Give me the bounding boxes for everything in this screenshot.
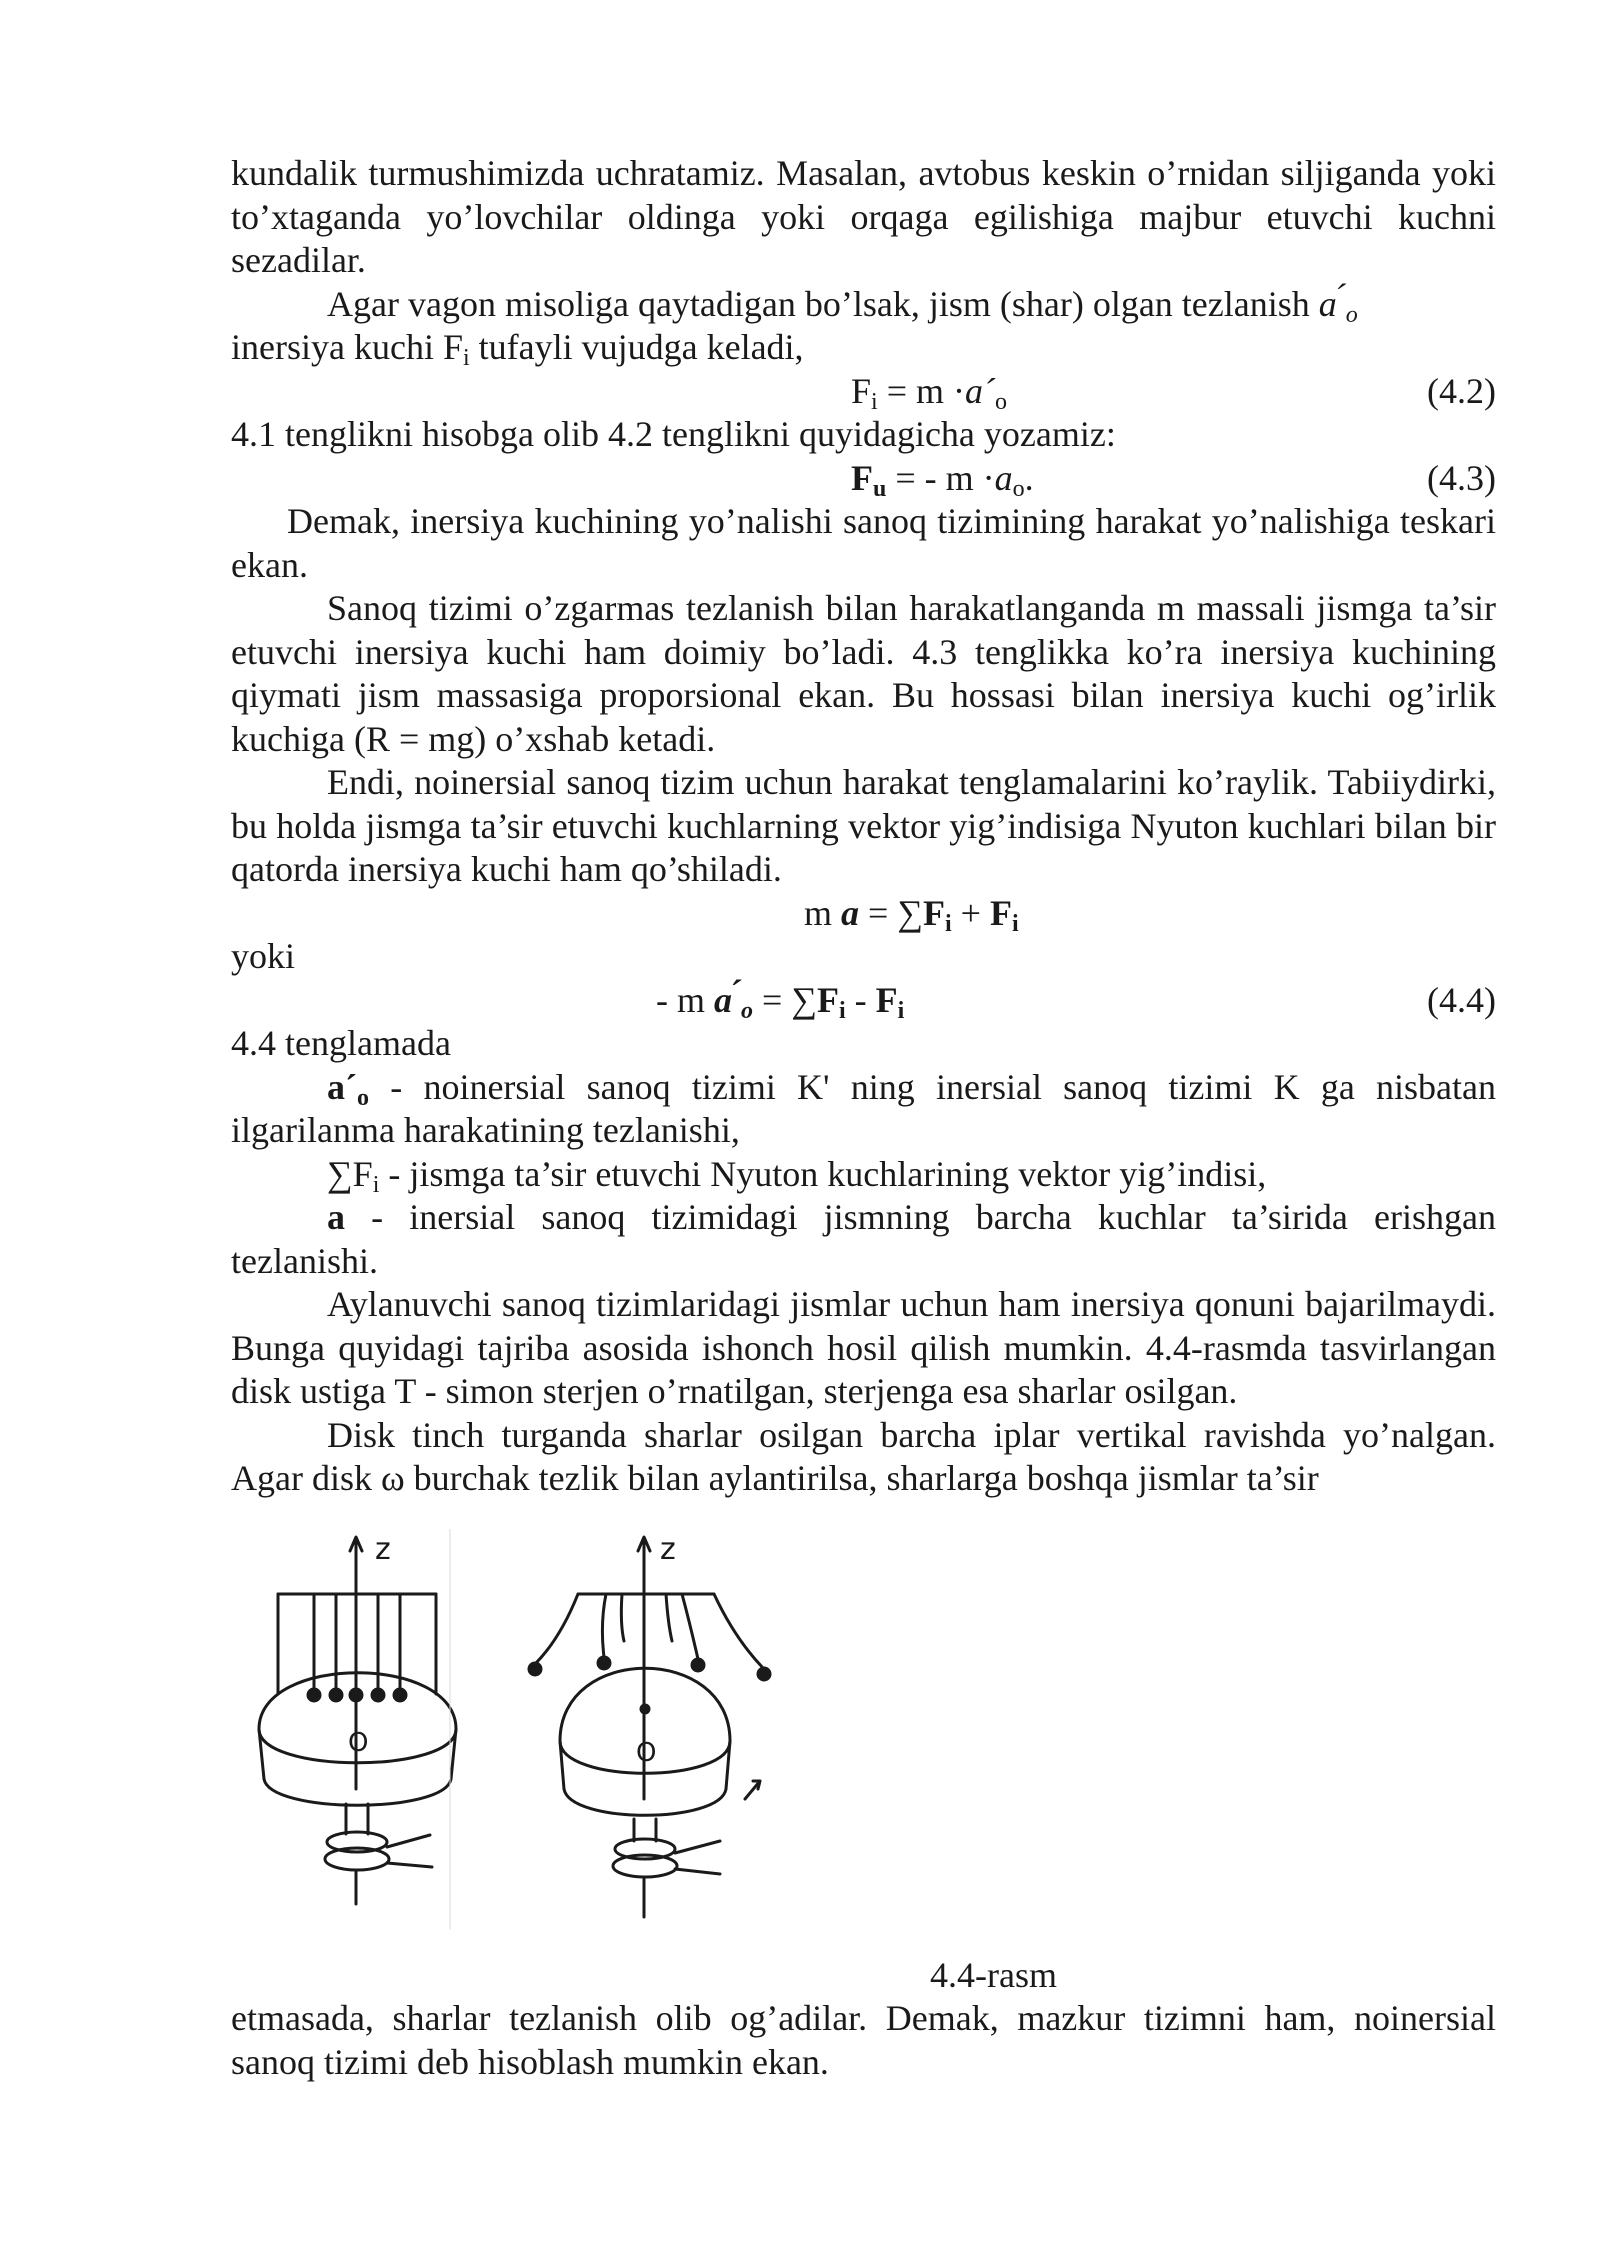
paragraph-2: Agar vagon misoliga qaytadigan bo’lsak, jism (shar) olgan tezlanish a $́_o$ inersiya kuchi $F_i$ tufayli vujudga keladi,: [231, 283, 1358, 371]
word-yoki: yoki: [231, 936, 296, 976]
axis-label-left: z: [375, 1531, 391, 1567]
origin-label-left: O: [348, 1727, 369, 1758]
rotating-disk-drawing: [160, 1529, 780, 1954]
definition-sum-f: $\sum F_i$ - jismga ta’sir etuvchi Nyuton kuchlarining vektor yig’indisi,: [327, 1153, 1267, 1198]
equation-4-3-number: (4.3): [1427, 457, 1496, 498]
equation-4-2: [231, 370, 1496, 414]
equation-4-3: [231, 457, 1496, 501]
definition-a: a - inersial sanoq tizimidagi jismning barcha kuchlar ta’sirida erishgan tezlanishi.: [231, 1197, 1496, 1281]
equation-4-4: [231, 979, 1496, 1023]
paragraph-10: etmasada, sharlar tezlanish olib og’adilar. Demak, mazkur tizimni ham, noinersial sanoq tizimi deb hisoblash mumkin ekan.: [231, 1998, 1496, 2082]
disk-at-rest: [259, 1529, 456, 1929]
equation-4-2-number: (4.2): [1427, 370, 1496, 411]
paragraph-4: Demak, inersiya kuchining yo’nalishi sanoq tizimining harakat yo’nalishiga teskari ekan.: [231, 501, 1496, 585]
disk-rotating: [529, 1532, 770, 1917]
figure-4-4: [231, 1529, 1496, 1954]
definition-a0: $a´_o$ - noinersial sanoq tizimi K' ning inersial sanoq tizimi K ga nisbatan ilgarilanma harakatining tezlanishi,: [231, 1066, 1496, 1150]
equation-motion: [231, 892, 1496, 936]
equation-motion-formula: m $a = \sum F_i + F_i$: [804, 892, 1019, 937]
paragraph-9: Disk tinch turganda sharlar osilgan barcha iplar vertikal ravishda yo’nalgan. Agar disk ω burchak tezlik bilan aylantirilsa, sharlarga boshqa jismlar ta’sir: [231, 1414, 1496, 1498]
paragraph-3: 4.1 tenglikni hisobga olib 4.2 tenglikni quyidagicha yozamiz:: [231, 414, 1116, 454]
origin-label-right: O: [636, 1737, 657, 1768]
figure-caption: 4.4-rasm: [930, 1954, 1057, 1995]
document-page: [231, 152, 1496, 2084]
paragraph-6: Endi, noinersial sanoq tizim uchun harakat tenglamalarini ko’raylik. Tabiiydirki, bu holda jismga ta’sir etuvchi kuchlarning vektor yig’indisiga Nyuton kuchlari bilan bir qatorda inersiya kuchi ham qo’shiladi.: [231, 762, 1496, 889]
axis-label-right: z: [660, 1531, 676, 1567]
equation-4-3-formula: $F_u$ = - $m \cdot a_o$.: [851, 457, 1034, 502]
paragraph-7: 4.4 tenglamada: [231, 1023, 451, 1063]
equation-4-4-formula: - m a $́_o = \sum F_i - F_i$: [656, 979, 905, 1024]
equation-4-2-formula: $F_i = m$ $\cdot a´_o$: [851, 370, 1007, 415]
paragraph-5: Sanoq tizimi o’zgarmas tezlanish bilan harakatlanganda m massali jismga ta’sir etuvchi inersiya kuchi ham doimiy bo’ladi. 4.3 tenglikka ko’ra inersiya kuchining qiymati jism massasiga proporsional ekan. Bu hossasi bilan inersiya kuchi og’irlik kuchiga (R = mg) o’xshab ketadi.: [231, 588, 1496, 759]
equation-4-4-number: (4.4): [1427, 979, 1496, 1020]
paragraph-8: Aylanuvchi sanoq tizimlaridagi jismlar uchun ham inersiya qonuni bajarilmaydi. Bunga quyidagi tajriba asosida ishonch hosil qilish mumkin. 4.4-rasmda tasvirlangan disk ustiga T - simon sterjen o’rnatilgan, sterjenga esa sharlar osilgan.: [231, 1284, 1496, 1411]
paragraph-1: kundalik turmushimizda uchratamiz. Masalan, avtobus keskin o’rnidan siljiganda yoki to’xtaganda yo’lovchilar oldinga yoki orqaga egilishiga majbur etuvchi kuchni sezadilar.: [231, 153, 1496, 280]
